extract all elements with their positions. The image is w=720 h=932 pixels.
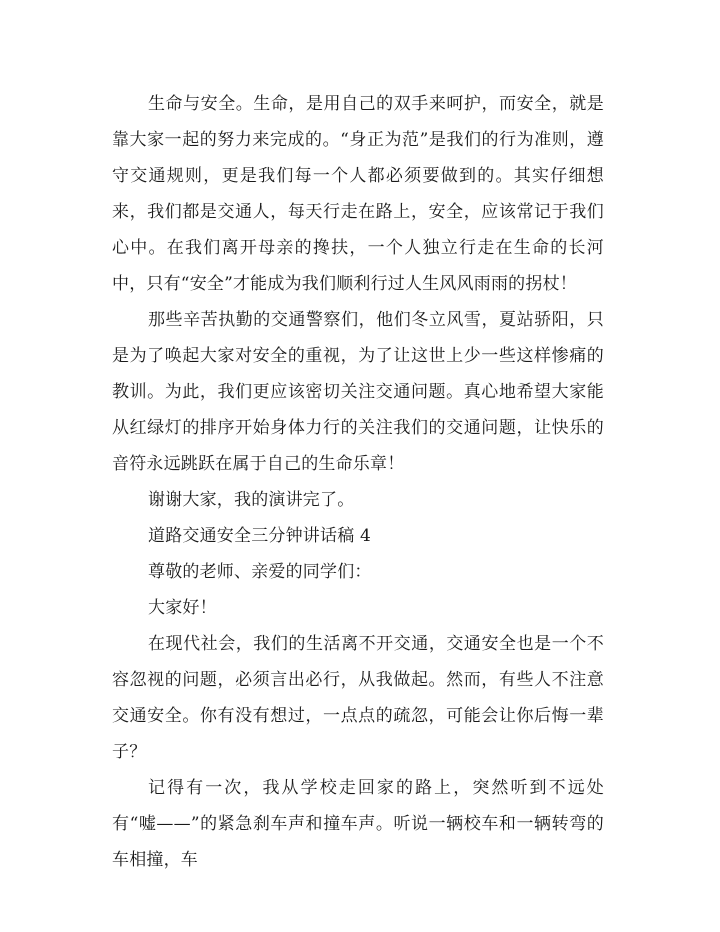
paragraph-modern-society: 在现代社会，我们的生活离不开交通，交通安全也是一个不容忽视的问题，必须言出必行，从我做起。然而，有些人不注意交通安全。你有没有想过，一点点的疏忽，可能会让你后悔一辈子？ [112,634,604,762]
paragraph-closing-thanks: 谢谢大家，我的演讲完了。 [148,490,355,510]
paragraph-memory: 记得有一次，我从学校走回家的路上，突然听到不远处有“嘘——”的紧急刹车声和撞车声。听说一辆校车和一辆转弯的车相撞，车 [112,778,604,870]
speech-title: 道路交通安全三分钟讲话稿 4 [148,526,372,546]
document-body [112,86,604,878]
paragraph-traffic-police: 那些辛苦执勤的交通警察们，他们冬立风雪，夏站骄阳，只是为了唤起大家对安全的重视，为了让这世上少一些这样惨痛的教训。为此，我们更应该密切关注交通问题。真心地希望大家能从红绿灯的排序开始身体力行的关注我们的交通问题，让快乐的音符永远跳跃在属于自己的生命乐章！ [112,310,604,474]
salutation: 尊敬的老师、亲爱的同学们： [148,562,372,582]
paragraph-life-and-safety: 生命与安全。生命，是用自己的双手来呵护，而安全，就是靠大家一起的努力来完成的。“身正为范”是我们的行为准则，遵守交通规则，更是我们每一个人都必须要做到的。其实仔细想来，我们都是交通人，每天行走在路上，安全，应该常记于我们心中。在我们离开母亲的搀扶，一个人独立行走在生命的长河中，只有“安全”才能成为我们顺利行过人生风风雨雨的拐杖！ [112,94,604,294]
greeting: 大家好！ [148,598,217,618]
